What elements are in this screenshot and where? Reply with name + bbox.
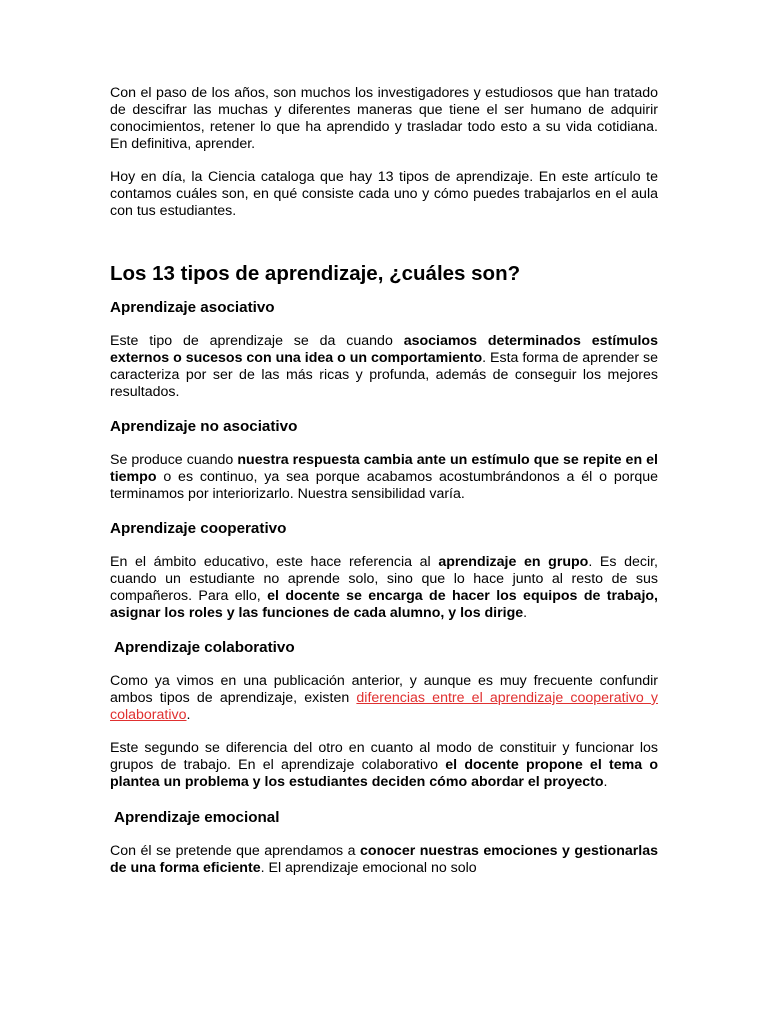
bold-text: aprendizaje en grupo [438,554,589,570]
intro-paragraph-2: Hoy en día, la Ciencia cataloga que hay 13 tipos de aprendizaje. En este artículo te contamos cuáles son, en qué consiste cada uno y cómo puedes trabajarlos en el aula con tus estudiantes. [110,169,658,219]
paragraph-cooperativo: En el ámbito educativo, este hace referencia al aprendizaje en grupo. Es decir, cuando un estudiante no aprende solo, sino que lo hace junto al resto de sus compañeros. Para ello, el docente se encarga de hacer los equipos de trabajo, asignar los roles y las funciones de cada alumno, y los dirige. [110,554,659,621]
link-diferencias-aprendizaje[interactable]: diferencias entre el aprendizaje cooperativo y colaborativo [110,690,659,723]
bold-text: asociamos determinados estímulos externos o sucesos con una idea o un comportamiento [110,333,658,366]
paragraph-asociativo: Este tipo de aprendizaje se da cuando asociamos determinados estímulos externos o sucesos con una idea o un comportamiento. Esta forma de aprender se caracteriza por ser de las más ricas y profunda, además de conseguir los mejores resultados. [110,333,658,400]
heading-emocional: Aprendizaje emocional [114,809,280,826]
heading-cooperativo: Aprendizaje cooperativo [110,520,287,537]
heading-colaborativo: Aprendizaje colaborativo [114,639,295,656]
bold-text: conocer nuestras emociones y gestionarlas de una forma eficiente [110,843,658,876]
document-body [110,85,658,877]
heading-no-asociativo: Aprendizaje no asociativo [110,418,298,435]
paragraph-no-asociativo: Se produce cuando nuestra respuesta cambia ante un estímulo que se repite en el tiempo o es continuo, ya sea porque acabamos acostumbrándonos a él o porque terminamos por interiorizarlo. Nuestra sensibilidad varía. [110,452,658,502]
main-heading: Los 13 tipos de aprendizaje, ¿cuáles son? [110,262,521,285]
bold-text: el docente se encarga de hacer los equipos de trabajo, asignar los roles y las funciones de cada alumno, y los dirige [110,588,658,621]
heading-asociativo: Aprendizaje asociativo [110,299,275,316]
bold-text: nuestra respuesta cambia ante un estímulo que se repite en el tiempo [110,452,658,485]
bold-text: el docente propone el tema o plantea un problema y los estudiantes deciden cómo abordar el proyecto [110,757,658,790]
intro-paragraph-1: Con el paso de los años, son muchos los investigadores y estudiosos que han tratado de descifrar las muchas y diferentes maneras que tiene el ser humano de adquirir conocimientos, retener lo que ha aprendido y trasladar todo esto a su vida cotidiana. En definitiva, aprender. [110,85,658,152]
paragraph-emocional: Con él se pretende que aprendamos a conocer nuestras emociones y gestionarlas de una forma eficiente. El aprendizaje emocional no solo [110,843,658,876]
paragraph-colaborativo-2: Este segundo se diferencia del otro en cuanto al modo de constituir y funcionar los grupos de trabajo. En el aprendizaje colaborativo el docente propone el tema o plantea un problema y los estudiantes deciden cómo abordar el proyecto. [110,740,658,790]
paragraph-colaborativo-1: Como ya vimos en una publicación anterior, y aunque es muy frecuente confundir ambos tipos de aprendizaje, existen diferencias entre el aprendizaje cooperativo y colaborativo. [110,673,659,723]
